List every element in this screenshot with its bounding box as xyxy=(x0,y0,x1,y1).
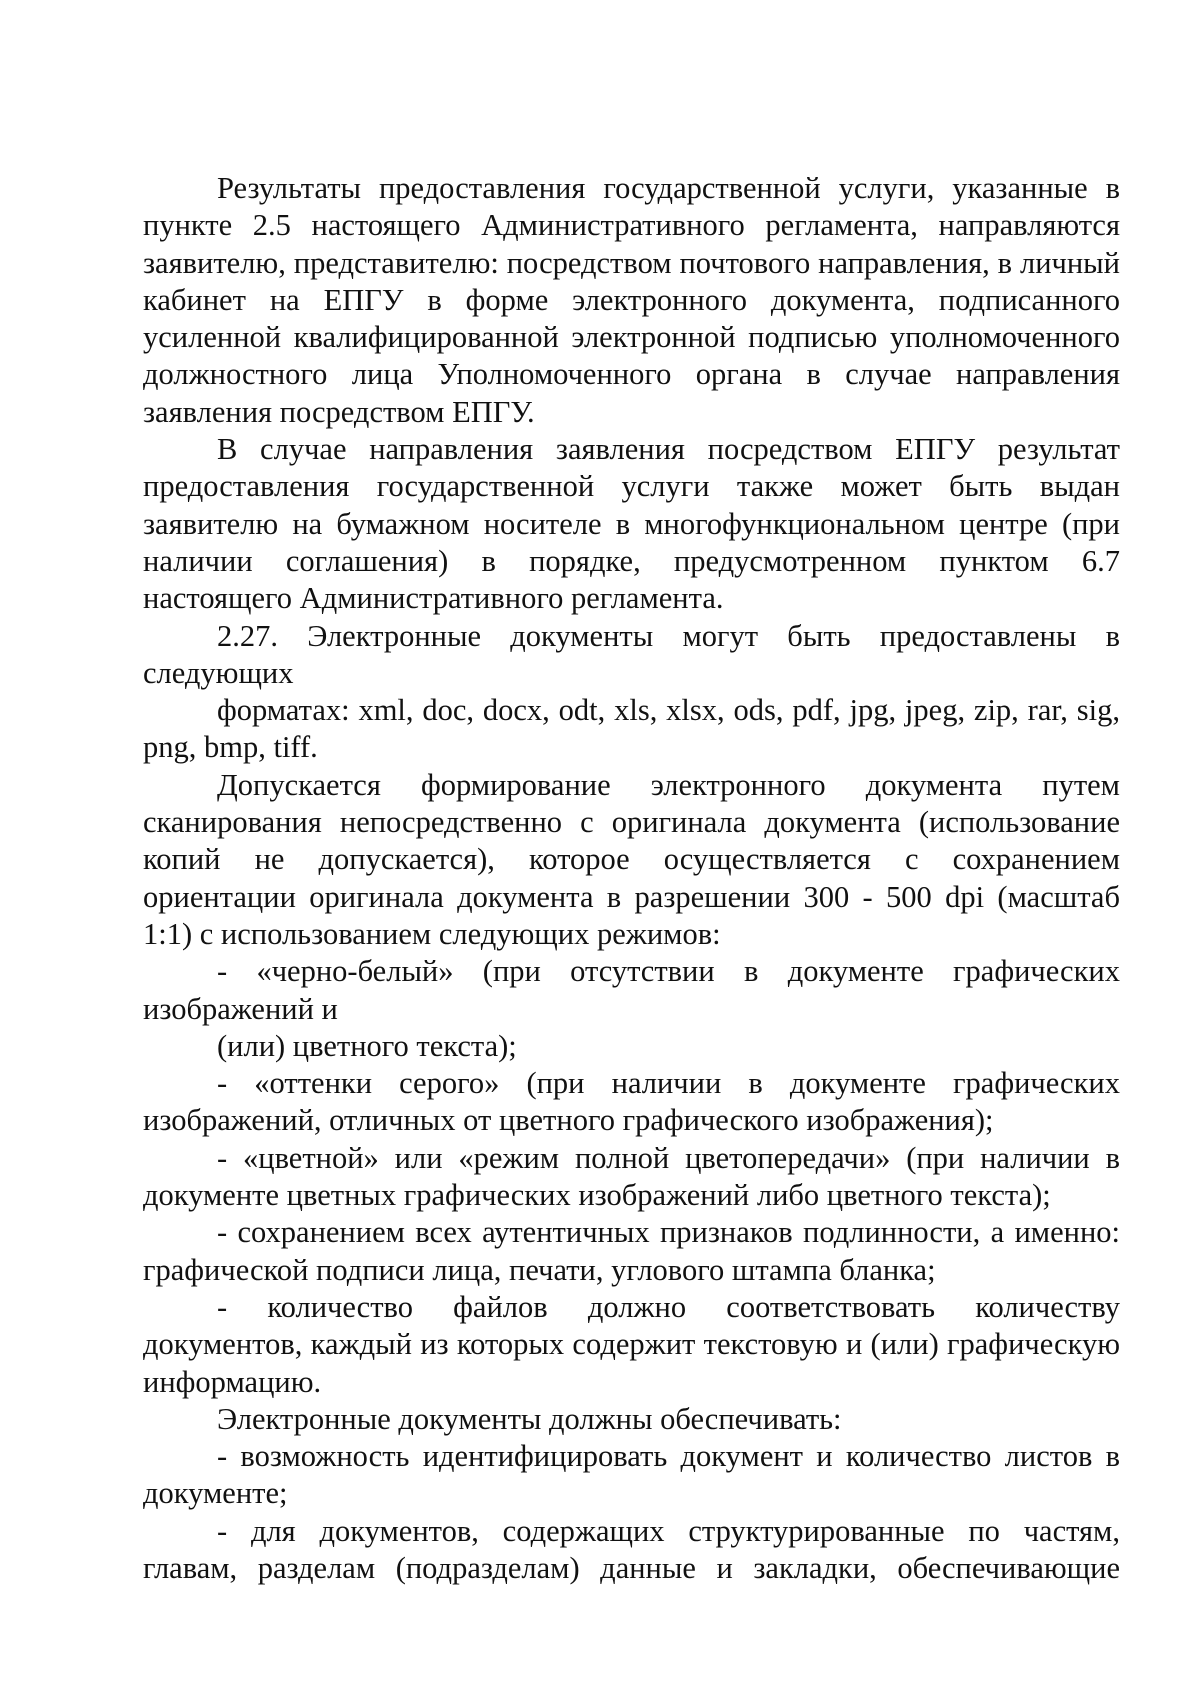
list-item-black-white-cont: (или) цветного текста); xyxy=(217,1028,517,1063)
paragraph-scanning: Допускается формирование электронного документа путем сканирования непосредственно с оригинала документа (использование копий не допускается), которое осуществляется с сохранением ориентации оригинала документа в разрешении 300 - 500 dpi (масштаб 1:1) с использованием следующих режимов: xyxy=(143,767,1120,951)
list-item-authenticity: - сохранением всех аутентичных признаков подлинности, а именно: графической подписи лица, печати, углового штампа бланка; xyxy=(143,1215,1120,1287)
list-item-structured: - для документов, содержащих структурированные по частям, главам, разделам (подразделам) данные и закладки, обеспечивающие xyxy=(143,1513,1120,1585)
paragraph-requirements: Электронные документы должны обеспечивать: xyxy=(217,1401,842,1436)
paragraph-paper-delivery: В случае направления заявления посредством ЕПГУ результат предоставления государственной услуги также может быть выдан заявителю на бумажном носителе в многофункциональном центре (при наличии соглашения) в порядке, предусмотренном пунктом 6.7 настоящего Административного регламента. xyxy=(143,432,1120,616)
document-body xyxy=(143,170,1120,1587)
list-item-color: - «цветной» или «режим полной цветопередачи» (при наличии в документе цветных графических изображений либо цветного текста); xyxy=(143,1140,1120,1213)
paragraph-2-27-heading: 2.27. Электронные документы могут быть предоставлены в следующих xyxy=(143,618,1120,690)
list-item-identify: - возможность идентифицировать документ и количество листов в документе; xyxy=(143,1439,1120,1511)
paragraph-formats: форматах: xml, doc, docx, odt, xls, xlsx, ods, pdf, jpg, jpeg, zip, rar, sig, png, bmp, tiff. xyxy=(143,693,1120,765)
paragraph-results-delivery: Результаты предоставления государственной услуги, указанные в пункте 2.5 настоящего Административного регламента, направляются заявителю, представителю: посредством почтового направления, в личный кабинет на ЕПГУ в форме электронного документа, подписанного усиленной квалифицированной электронной подписью уполномоченного должностного лица Уполномоченного органа в случае направления заявления посредством ЕПГУ. xyxy=(143,171,1120,429)
list-item-file-count: - количество файлов должно соответствовать количеству документов, каждый из которых содержит текстовую и (или) графическую информацию. xyxy=(143,1289,1120,1399)
list-item-black-white: - «черно-белый» (при отсутствии в документе графических изображений и xyxy=(143,954,1120,1026)
list-item-grayscale: - «оттенки серого» (при наличии в документе графических изображений, отличных от цветного графического изображения); xyxy=(143,1066,1120,1138)
